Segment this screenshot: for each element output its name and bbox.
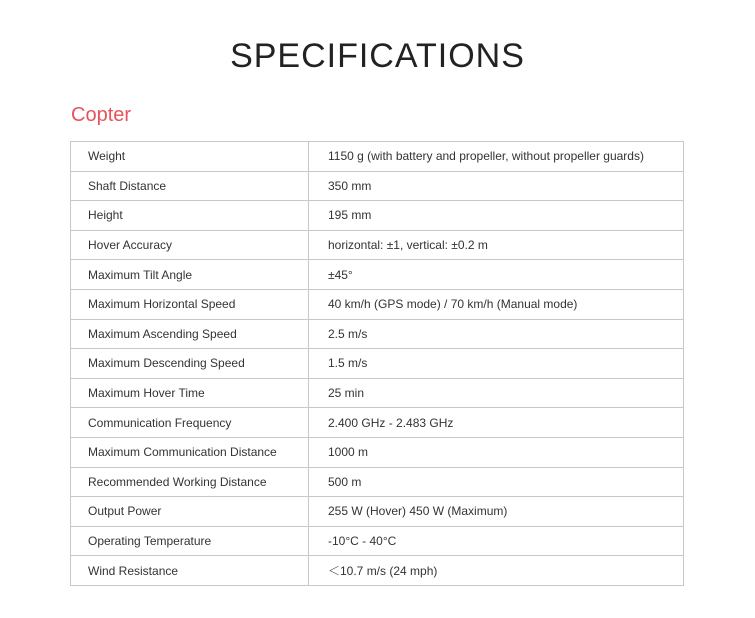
spec-label: Maximum Communication Distance xyxy=(71,437,309,467)
spec-value: 350 mm xyxy=(309,171,684,201)
spec-value: 2.400 GHz - 2.483 GHz xyxy=(309,408,684,438)
spec-value: -10°C - 40°C xyxy=(309,526,684,556)
spec-label: Height xyxy=(71,201,309,231)
spec-value: 195 mm xyxy=(309,201,684,231)
spec-label: Output Power xyxy=(71,497,309,527)
table-row xyxy=(71,319,684,349)
table-row xyxy=(71,289,684,319)
table-row xyxy=(71,467,684,497)
spec-value: 1150 g (with battery and propeller, without propeller guards) xyxy=(309,142,684,172)
spec-label: Hover Accuracy xyxy=(71,230,309,260)
spec-value: ±45° xyxy=(309,260,684,290)
spec-value: 40 km/h (GPS mode) / 70 km/h (Manual mode) xyxy=(309,289,684,319)
table-row xyxy=(71,260,684,290)
spec-label: Maximum Ascending Speed xyxy=(71,319,309,349)
table-row xyxy=(71,408,684,438)
table-row xyxy=(71,142,684,172)
table-row xyxy=(71,349,684,379)
spec-label: Weight xyxy=(71,142,309,172)
spec-label: Maximum Hover Time xyxy=(71,378,309,408)
spec-value: 1.5 m/s xyxy=(309,349,684,379)
spec-value: 25 min xyxy=(309,378,684,408)
table-row xyxy=(71,497,684,527)
table-row xyxy=(71,230,684,260)
table-row xyxy=(71,556,684,586)
spec-label: Maximum Tilt Angle xyxy=(71,260,309,290)
page-title: SPECIFICATIONS xyxy=(230,37,525,75)
spec-table xyxy=(70,141,684,586)
spec-value: 255 W (Hover) 450 W (Maximum) xyxy=(309,497,684,527)
spec-label: Communication Frequency xyxy=(71,408,309,438)
spec-label: Maximum Horizontal Speed xyxy=(71,289,309,319)
spec-value: 1000 m xyxy=(309,437,684,467)
table-row xyxy=(71,378,684,408)
spec-value: horizontal: ±1, vertical: ±0.2 m xyxy=(309,230,684,260)
section-title-copter: Copter xyxy=(71,104,132,126)
table-row xyxy=(71,437,684,467)
spec-label: Wind Resistance xyxy=(71,556,309,586)
table-row xyxy=(71,526,684,556)
spec-label: Maximum Descending Speed xyxy=(71,349,309,379)
spec-label: Operating Temperature xyxy=(71,526,309,556)
spec-value: ＜10.7 m/s (24 mph) xyxy=(309,556,684,586)
spec-label: Shaft Distance xyxy=(71,171,309,201)
table-row xyxy=(71,201,684,231)
spec-value: 500 m xyxy=(309,467,684,497)
spec-label: Recommended Working Distance xyxy=(71,467,309,497)
spec-value: 2.5 m/s xyxy=(309,319,684,349)
table-row xyxy=(71,171,684,201)
spec-table-body xyxy=(71,142,684,586)
